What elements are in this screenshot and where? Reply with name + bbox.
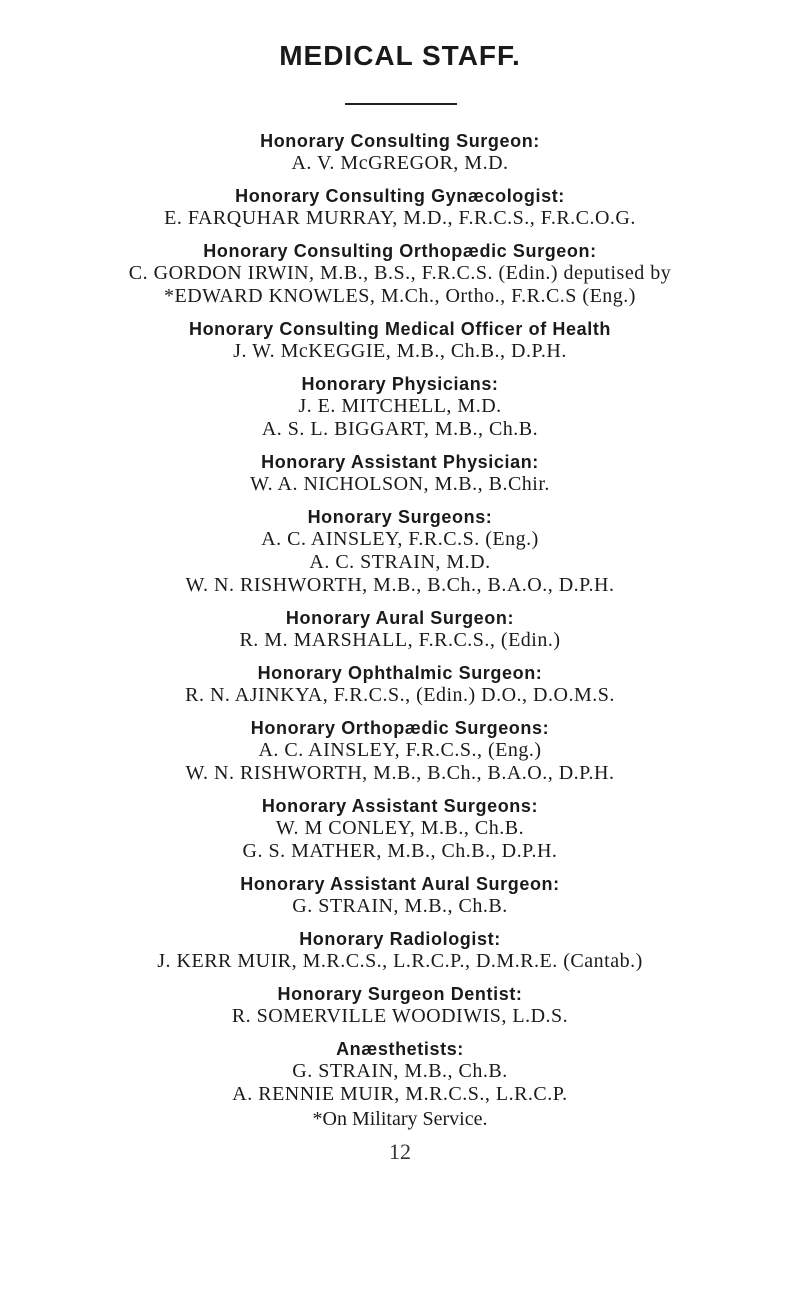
section-orthopaedic-surgeons (0, 717, 800, 785)
staff-name: G. STRAIN, M.B., Ch.B. (292, 1060, 508, 1082)
section-heading: Honorary Aural Surgeon: (285, 608, 515, 628)
staff-name: G. STRAIN, M.B., Ch.B. (292, 895, 508, 917)
section-consulting-moh (0, 318, 800, 363)
staff-name: W. M CONLEY, M.B., Ch.B. (275, 817, 525, 839)
staff-name: W. N. RISHWORTH, M.B., B.Ch., B.A.O., D.P.H. (185, 762, 615, 784)
section-heading: Honorary Consulting Surgeon: (260, 131, 540, 151)
staff-name: E. FARQUHAR MURRAY, M.D., F.R.C.S., F.R.C.O.G. (164, 207, 636, 229)
staff-name: *EDWARD KNOWLES, M.Ch., Ortho., F.R.C.S (Eng.) (164, 285, 636, 307)
staff-name: G. S. MATHER, M.B., Ch.B., D.P.H. (242, 840, 558, 862)
staff-name: A. C. AINSLEY, F.R.C.S. (Eng.) (261, 528, 539, 550)
staff-name: A. RENNIE MUIR, M.R.C.S., L.R.C.P. (232, 1083, 568, 1105)
section-heading: Honorary Assistant Surgeons: (261, 796, 539, 816)
staff-name: A. C. AINSLEY, F.R.C.S., (Eng.) (258, 739, 542, 761)
staff-name: W. N. RISHWORTH, M.B., B.Ch., B.A.O., D.P.H. (185, 574, 615, 596)
section-surgeon-dentist (0, 983, 800, 1028)
staff-name: J. E. MITCHELL, M.D. (298, 395, 502, 417)
section-heading: Honorary Radiologist: (299, 929, 501, 949)
section-heading: Honorary Surgeon Dentist: (277, 984, 523, 1004)
staff-list (0, 130, 800, 1165)
staff-name: W. A. NICHOLSON, M.B., B.Chir. (250, 473, 550, 495)
section-heading: Honorary Consulting Orthopædic Surgeon: (203, 241, 597, 261)
section-assistant-surgeons (0, 795, 800, 863)
section-assistant-physician (0, 451, 800, 496)
section-heading: Honorary Ophthalmic Surgeon: (257, 663, 543, 683)
staff-name: R. M. MARSHALL, F.R.C.S., (Edin.) (239, 629, 561, 651)
staff-name: J. KERR MUIR, M.R.C.S., L.R.C.P., D.M.R.E. (Cantab.) (157, 950, 643, 972)
staff-name: R. N. AJINKYA, F.R.C.S., (Edin.) D.O., D.O.M.S. (185, 684, 615, 706)
section-heading: Honorary Physicians: (301, 374, 499, 394)
section-consulting-surgeon (0, 130, 800, 175)
staff-name: J. W. McKEGGIE, M.B., Ch.B., D.P.H. (233, 340, 567, 362)
section-heading: Honorary Consulting Medical Officer of Health (188, 319, 612, 339)
section-radiologist (0, 928, 800, 973)
section-heading: Honorary Assistant Aural Surgeon: (240, 874, 560, 894)
staff-name: R. SOMERVILLE WOODIWIS, L.D.S. (231, 1005, 569, 1027)
section-heading: Honorary Orthopædic Surgeons: (250, 718, 550, 738)
section-assistant-aural-surgeon (0, 873, 800, 918)
section-physicians (0, 373, 800, 441)
staff-name: A. V. McGREGOR, M.D. (291, 152, 509, 174)
section-surgeons (0, 506, 800, 597)
section-anaesthetists (0, 1038, 800, 1106)
staff-name: C. GORDON IRWIN, M.B., B.S., F.R.C.S. (Edin.) deputised by (128, 262, 672, 284)
section-aural-surgeon (0, 607, 800, 652)
section-ophthalmic-surgeon (0, 662, 800, 707)
section-consulting-gynaecologist (0, 185, 800, 230)
section-heading: Honorary Assistant Physician: (261, 452, 539, 472)
page-number: 12 (389, 1139, 411, 1164)
page-title: MEDICAL STAFF. (279, 40, 521, 71)
footnote: *On Military Service. (312, 1108, 488, 1130)
section-heading: Anæsthetists: (336, 1039, 464, 1059)
section-consulting-orthopaedic-surgeon (0, 240, 800, 308)
section-heading: Honorary Consulting Gynæcologist: (235, 186, 565, 206)
staff-name: A. S. L. BIGGART, M.B., Ch.B. (261, 418, 539, 440)
title-rule (345, 103, 457, 105)
staff-name: A. C. STRAIN, M.D. (309, 551, 491, 573)
section-heading: Honorary Surgeons: (307, 507, 493, 527)
